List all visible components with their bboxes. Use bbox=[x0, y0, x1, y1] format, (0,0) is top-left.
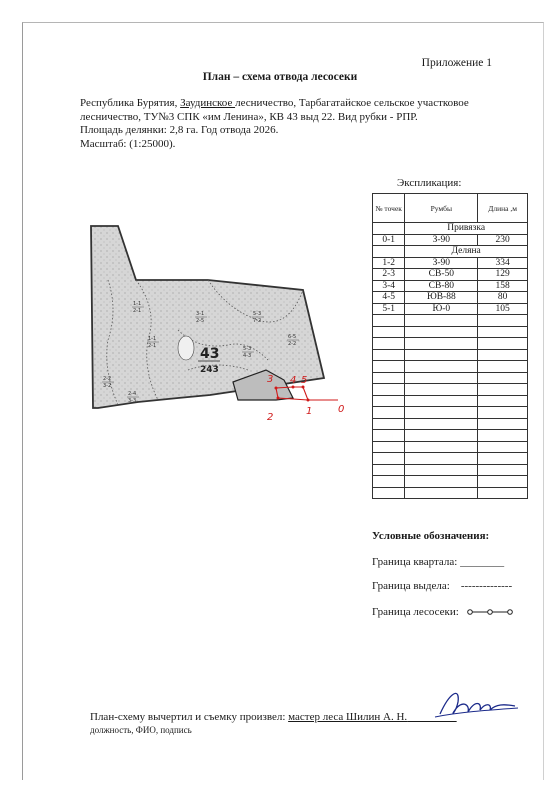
svg-text:5-3: 5-3 bbox=[243, 346, 252, 352]
svg-text:2-2: 2-2 bbox=[288, 341, 297, 347]
svg-text:6-5: 6-5 bbox=[288, 334, 297, 340]
header-line-3: Площадь делянки: 2,8 га. Год отвода 2026. bbox=[80, 124, 279, 136]
footer-author: План-схему вычертил и съемку произвел: мастер леса Шилин А. Н. bbox=[90, 711, 408, 723]
table-row: 3-4 СВ-80 158 bbox=[373, 280, 528, 292]
col-header-points: № точек bbox=[373, 194, 405, 223]
svg-text:2-1: 2-1 bbox=[133, 308, 142, 314]
header-line-4: Масштаб: (1:25000). bbox=[80, 137, 176, 150]
point-label-1: 1 bbox=[306, 406, 313, 417]
table-row bbox=[373, 372, 528, 384]
point-label-2: 2 bbox=[267, 412, 274, 423]
table-row bbox=[373, 315, 528, 327]
header-line-1: Республика Бурятия, Заудинское лесничество, Тарбагатайское сельское участковое bbox=[80, 97, 469, 109]
table-row bbox=[373, 453, 528, 465]
plan-svg bbox=[88, 220, 348, 430]
table-row: 0-1 З-90 230 bbox=[373, 234, 528, 246]
legend-item-cutting: Граница лесосеки: bbox=[372, 606, 514, 618]
header-text bbox=[80, 97, 510, 151]
table-row bbox=[373, 338, 528, 350]
cutting-boundary-icon bbox=[466, 607, 514, 617]
table-row bbox=[373, 441, 528, 453]
svg-text:1-1: 1-1 bbox=[148, 336, 157, 342]
svg-text:3-2: 3-2 bbox=[103, 383, 112, 389]
legend-title: Условные обозначения: bbox=[372, 530, 490, 542]
table-row bbox=[373, 361, 528, 373]
table-row bbox=[373, 418, 528, 430]
point-label-4: 4 bbox=[290, 375, 297, 386]
signature-icon bbox=[430, 682, 520, 722]
forest-plan-map bbox=[88, 220, 348, 430]
svg-text:3-3: 3-3 bbox=[128, 398, 137, 404]
explication-title: Экспликация: bbox=[397, 177, 462, 189]
svg-text:2-4: 2-4 bbox=[128, 391, 137, 397]
header-line-2: лесничество, ТУ№3 СПК «им Ленина», КВ 43 выд 22. Вид рубки - РПР. bbox=[80, 110, 418, 123]
section-header: Привязка bbox=[405, 223, 528, 235]
table-row bbox=[373, 464, 528, 476]
svg-text:3-1: 3-1 bbox=[196, 311, 205, 317]
table-row: 2-3 СВ-50 129 bbox=[373, 269, 528, 281]
table-row bbox=[373, 476, 528, 488]
table-row bbox=[373, 326, 528, 338]
document-title: План – схема отвода лесосеки bbox=[202, 71, 358, 83]
svg-text:2-2: 2-2 bbox=[103, 376, 112, 382]
appendix-label: Приложение 1 bbox=[421, 57, 492, 69]
point-label-0: 0 bbox=[338, 404, 345, 415]
table-row bbox=[373, 430, 528, 442]
svg-text:2-5: 2-5 bbox=[196, 318, 205, 324]
table-row: 5-1 Ю-0 105 bbox=[373, 303, 528, 315]
forestry-name: Заудинское bbox=[180, 97, 236, 109]
svg-text:2-1: 2-1 bbox=[148, 343, 157, 349]
svg-text:4-3: 4-3 bbox=[243, 353, 252, 359]
col-header-length: Длина ,м bbox=[478, 194, 528, 223]
col-header-rhumbs: Румбы bbox=[405, 194, 478, 223]
author-name: мастер леса Шилин А. Н. bbox=[288, 711, 408, 723]
footer-subtitle: должность, ФИО, подпись bbox=[90, 725, 192, 735]
svg-text:5-3: 5-3 bbox=[253, 311, 262, 317]
point-label-5: 5 bbox=[301, 375, 308, 386]
explication-table bbox=[372, 193, 528, 499]
table-row: 1-2 З-90 334 bbox=[373, 257, 528, 269]
table-row: 4-5 ЮВ-88 80 bbox=[373, 292, 528, 304]
quarter-number: 43 bbox=[200, 346, 220, 362]
quarter-area-value: 243 bbox=[200, 365, 219, 375]
legend-item-section: Граница выдела: -------------- bbox=[372, 580, 513, 592]
svg-text:1-1: 1-1 bbox=[133, 301, 142, 307]
table-row bbox=[373, 395, 528, 407]
table-row bbox=[373, 407, 528, 419]
svg-text:7-2: 7-2 bbox=[253, 318, 262, 324]
table-row bbox=[373, 349, 528, 361]
section-header: Деляна bbox=[405, 246, 528, 258]
table-row bbox=[373, 487, 528, 499]
table-row bbox=[373, 384, 528, 396]
legend-item-quarter: Граница квартала: ________ bbox=[372, 556, 505, 568]
point-label-3: 3 bbox=[267, 374, 274, 385]
